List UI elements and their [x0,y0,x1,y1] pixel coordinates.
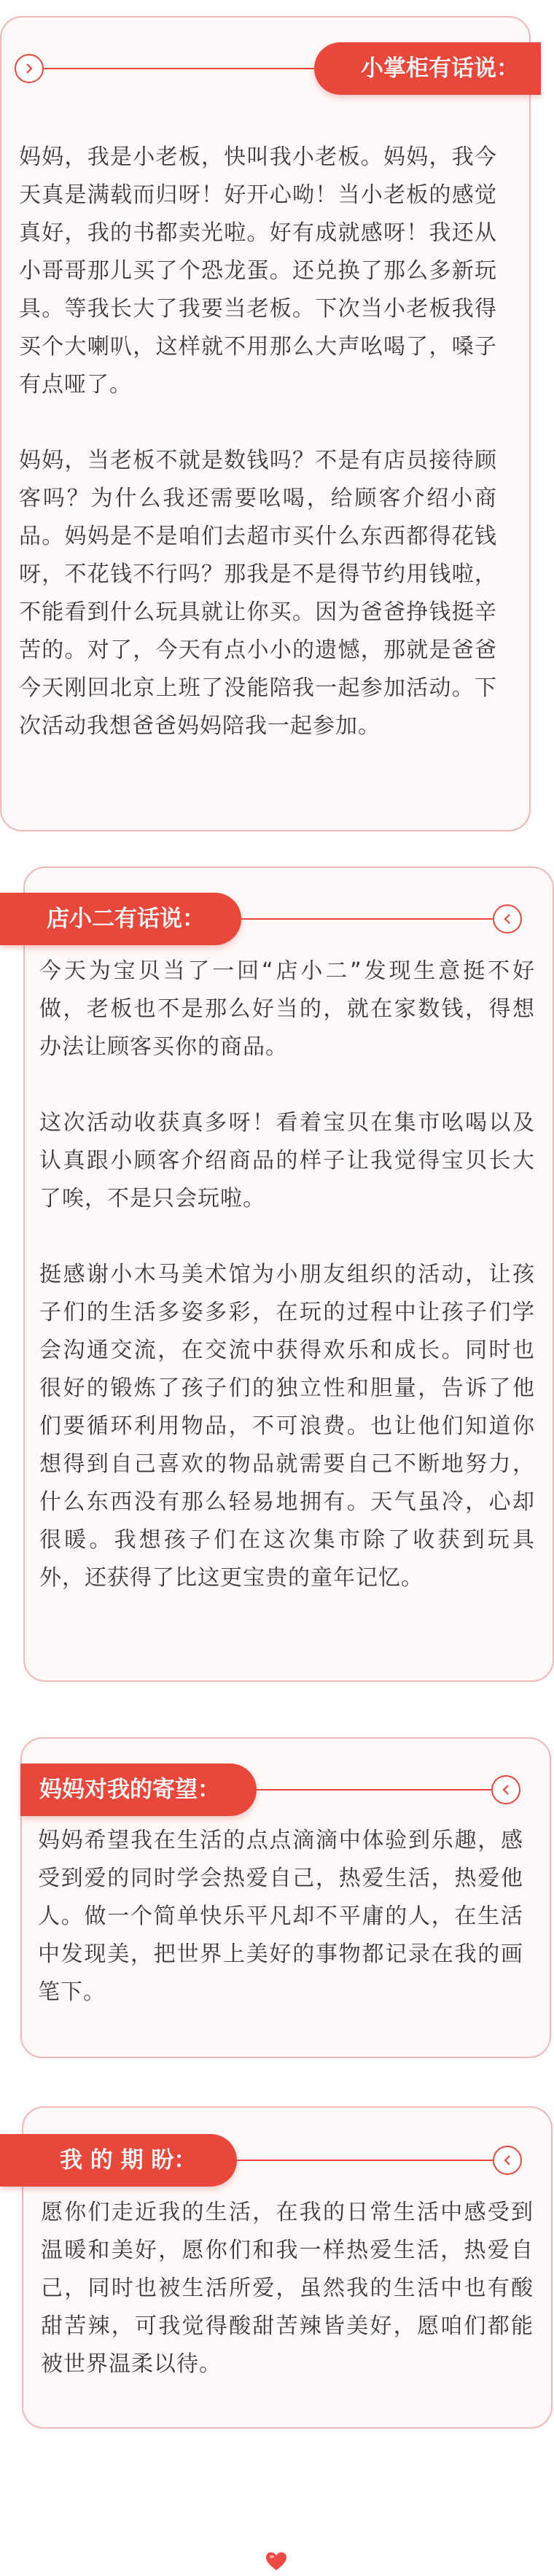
section-2-title: 店小二有话说： [0,893,241,945]
header-divider-line [237,2160,493,2161]
section-card-1 [0,16,531,831]
section-2-paragraph-3: 挺感谢小木马美术馆为小朋友组织的活动，让孩子们的生活多姿多彩，在玩的过程中让孩子们学会沟通交流，在交流中获得欢乐和成长。同时也很好的锻炼了孩子们的独立性和胆量，告诉了他们要循环利用物品，不可浪费。也让他们知道你想得到自己喜欢的物品就需要自己不断地努力，什么东西没有那么轻易地拥有。天气虽冷，心却很暖。我想孩子们在这次集市除了收获到玩具外，还获得了比这更宝贵的童年记忆。 [39,1262,535,1591]
chevron-left-circle-icon[interactable] [493,2146,522,2175]
section-1-paragraph-2: 妈妈，当老板不就是数钱吗？不是有店员接待顾客吗？为什么我还需要吆喝，给顾客介绍小商品。妈妈是不是咱们去超市买什么东西都得花钱呀，不花钱不行吗？那我是不是得节约用钱啦，不能看到什么玩具就让你买。因为爸爸挣钱挺辛苦的。对了，今天有点小小的遗憾，那就是爸爸今天刚回北京上班了没能陪我一起参加活动。下次活动我想爸爸妈妈陪我一起参加。 [19,448,497,739]
header-divider-line [257,1789,491,1791]
section-1-paragraph-1: 妈妈，我是小老板，快叫我小老板。妈妈，我今天真是满载而归呀！好开心呦！当小老板的感觉真好，我的书都卖光啦。好有成就感呀！我还从小哥哥那儿买了个恐龙蛋。还兑换了那么多新玩具。等我长大了我要当老板。下次当小老板我得买个大喇叭，这样就不用那么大声吆喝了，嗓子有点哑了。 [19,144,497,397]
section-3-paragraph-1: 妈妈希望我在生活的点点滴滴中体验到乐趣，感受到爱的同时学会热爱自己，热爱生活，热爱他人。做一个简单快乐平凡却不平庸的人，在生活中发现美，把世界上美好的事物都记录在我的画笔下。 [38,1828,523,2005]
section-2-header [0,893,522,945]
heart-icon [265,2551,287,2572]
section-2-paragraph-1: 今天为宝贝当了一回“店小二”发现生意挺不好做，老板也不是那么好当的，就在家数钱，得想办法让顾客买你的商品。 [39,958,535,1060]
chevron-left-circle-icon[interactable] [493,904,522,934]
section-1-title: 小掌柜有话说： [314,42,541,95]
section-4-paragraph-1: 愿你们走近我的生活，在我的日常生活中感受到温暖和美好，愿你们和我一样热爱生活，热爱自己，同时也被生活所爱，虽然我的生活中也有酸甜苦辣，可我觉得酸甜苦辣皆美好，愿咱们都能被世界温柔以待。 [41,2200,534,2377]
section-card-2 [23,866,554,1682]
section-2-paragraph-2: 这次活动收获真多呀！看着宝贝在集市吆喝以及认真跟小顾客介绍商品的样子让我觉得宝贝长大了唉，不是只会玩啦。 [39,1110,535,1211]
chevron-left-circle-icon[interactable] [491,1775,520,1804]
section-3-header [20,1764,520,1816]
section-1-header [15,42,541,95]
header-divider-line [241,918,493,920]
section-4-header [0,2134,522,2187]
chevron-right-circle-icon[interactable] [15,54,44,83]
section-4-title: 我 的 期 盼： [0,2134,237,2187]
section-3-title: 妈妈对我的寄望： [20,1764,257,1816]
header-divider-line [44,68,314,69]
